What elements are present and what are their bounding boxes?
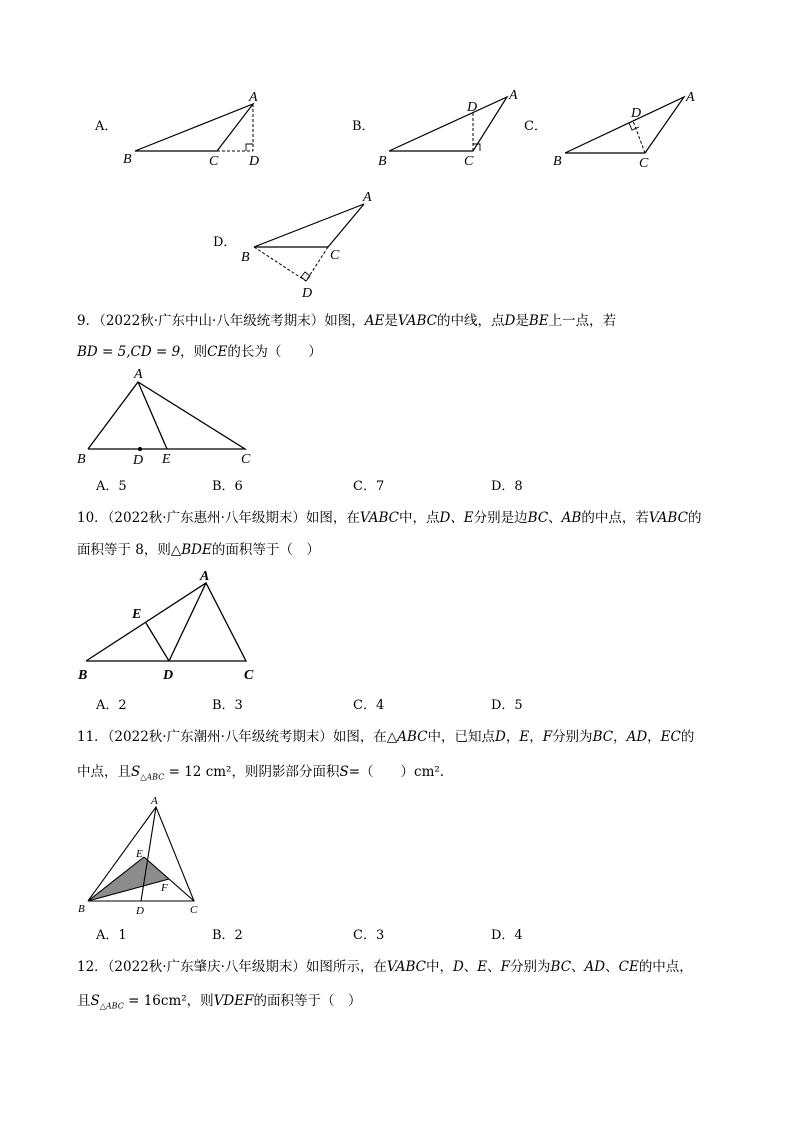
figure-option-c <box>545 85 705 170</box>
svg-text:D: D <box>467 100 478 115</box>
svg-text:B: B <box>553 154 562 169</box>
shaded-region <box>88 857 169 901</box>
option-b-label: B． <box>352 119 375 134</box>
q12-line2: 且$S_{\triangle ABC} = 16cm^2$，则VDEF的面积等于（ ） <box>77 993 362 1011</box>
svg-text:B: B <box>78 903 85 915</box>
option-a-label: A． <box>95 119 118 134</box>
figure-q9 <box>74 365 274 470</box>
svg-text:D: D <box>302 286 313 301</box>
q10-choice-d: D．5 <box>491 698 523 713</box>
q9-choice-c: C．7 <box>353 479 385 494</box>
svg-text:D: D <box>249 154 260 169</box>
svg-text:A: A <box>509 88 518 103</box>
svg-text:E: E <box>162 452 171 467</box>
q11-choice-b: B．2 <box>212 928 243 943</box>
option-d-label: D． <box>213 235 237 250</box>
option-c-label: C． <box>524 119 547 134</box>
svg-text:C: C <box>330 248 340 263</box>
q10-choice-b: B．3 <box>212 698 243 713</box>
q10-choice-c: C．4 <box>353 698 385 713</box>
q12-line1: 12．（2022秋·广东肇庆·八年级期末）如图所示，在VABC中，D、E、F分别为BC、AD、CE的中点， <box>77 959 693 975</box>
svg-text:C: C <box>464 154 474 169</box>
svg-text:E: E <box>136 848 143 860</box>
svg-text:D: D <box>631 106 642 121</box>
svg-text:B: B <box>77 452 86 467</box>
figure-q10 <box>74 563 274 688</box>
svg-text:B: B <box>378 154 387 169</box>
figure-option-d <box>236 187 386 302</box>
q9-choice-b: B．6 <box>212 479 243 494</box>
figure-option-b <box>375 85 525 170</box>
figure-option-a <box>115 85 275 170</box>
svg-text:A: A <box>151 795 158 807</box>
svg-text:C: C <box>241 452 251 467</box>
q9-line1: 9．（2022秋·广东中山·八年级统考期末）如图，AE是VABC的中线，点D是BE上一点，若 <box>77 313 617 329</box>
svg-text:F: F <box>161 882 168 894</box>
q11-choice-a: A．1 <box>96 928 127 943</box>
svg-text:D: D <box>136 905 144 917</box>
q11-line1: 11．（2022秋·广东潮州·八年级统考期末）如图，在△ABC中，已知点D，E，F分别为BC，AD，EC的 <box>77 729 695 745</box>
svg-text:A: A <box>686 90 695 105</box>
q11-choice-d: D．4 <box>491 928 523 943</box>
svg-text:B: B <box>123 152 132 167</box>
q9-choice-a: A．5 <box>96 479 127 494</box>
svg-text:A: A <box>200 569 210 584</box>
svg-text:B: B <box>241 250 250 265</box>
svg-text:B: B <box>78 668 88 683</box>
svg-text:C: C <box>209 154 219 169</box>
svg-text:A: A <box>134 367 143 382</box>
q11-choice-c: C．3 <box>353 928 385 943</box>
q9-choice-d: D．8 <box>491 479 523 494</box>
q10-choice-a: A．2 <box>96 698 127 713</box>
q11-line2: 中点，且$S_{\triangle ABC} = 12$ cm²，则阴影部分面积S=（ ）cm². <box>77 764 445 782</box>
svg-text:D: D <box>163 668 174 683</box>
svg-text:E: E <box>132 607 142 622</box>
svg-text:C: C <box>190 904 198 916</box>
svg-text:A: A <box>249 90 258 105</box>
q10-line2: 面积等于 8，则△BDE的面积等于（ ） <box>77 542 320 558</box>
svg-text:D: D <box>133 453 144 468</box>
figure-q11 <box>74 790 214 920</box>
q10-line1: 10．（2022秋·广东惠州·八年级期末）如图，在VABC中，点D、E分别是边BC、AB的中点，若VABC的 <box>77 510 702 526</box>
svg-text:C: C <box>639 156 649 170</box>
q9-line2: BD = 5,CD = 9，则CE的长为（ ） <box>77 344 322 360</box>
svg-text:C: C <box>244 668 254 683</box>
svg-text:A: A <box>363 190 372 205</box>
